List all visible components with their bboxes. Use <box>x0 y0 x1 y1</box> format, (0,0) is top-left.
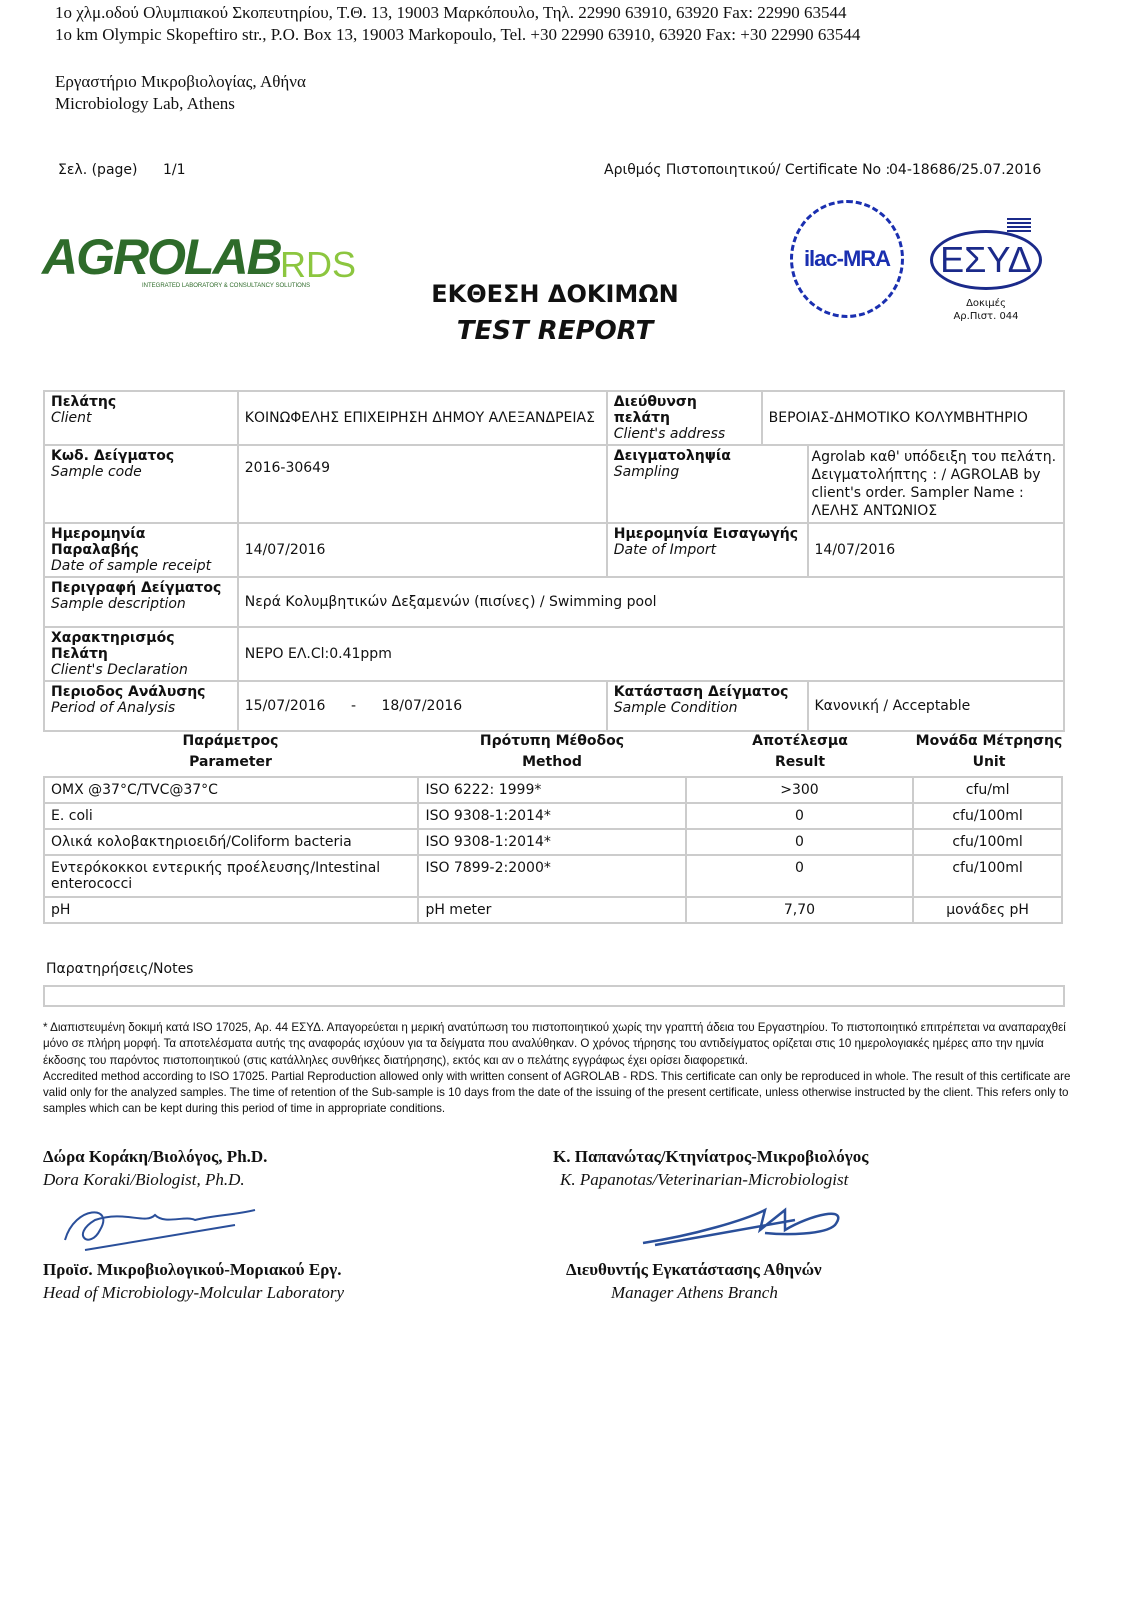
certificate-number: 04-18686/25.07.2016 <box>889 162 1042 178</box>
esyd-caption: Δοκιμές Αρ.Πιστ. 044 <box>953 298 1019 322</box>
parameter-cell: E. coli <box>44 803 418 829</box>
page-number: 1/1 <box>163 162 186 178</box>
info-row-sample-code: Κωδ. Δείγματος Sample code 2016-30649 Δειγματοληψία Sampling Agrolab καθ' υπόδειξη του πελάτη. Δειγματολήπτης : / AGROLAB by client's order. Sampler Name : ΛΕΛΗΣ ΑΝΤΩΝΙΟΣ <box>44 445 1064 523</box>
info-row-period: Περιοδος Ανάλυσης Period of Analysis 15/07/2016 - 18/07/2016 Κατάσταση Δείγματος Sample Condition Κανονική / Acceptable <box>44 681 1064 731</box>
unit-cell: cfu/100ml <box>913 829 1062 855</box>
result-cell: 0 <box>686 855 913 897</box>
ilac-mra-logo: ilac-MRA <box>790 200 904 318</box>
method-cell: pH meter <box>418 897 685 923</box>
method-cell: ISO 9308-1:2014* <box>418 829 685 855</box>
result-cell: >300 <box>686 777 913 803</box>
info-row-client: Πελάτης Client ΚΟΙΝΩΦΕΛΗΣ ΕΠΙΧΕΙΡΗΣΗ ΔΗΜΟΥ ΑΛΕΞΑΝΔΡΕΙΑΣ Διεύθυνση πελάτη Client's address ΒΕΡΟΙΑΣ-ΔΗΜΟΤΙΚΟ ΚΟΛΥΜΒΗΤΗΡΙΟ <box>44 391 1064 445</box>
signatory-right: Κ. Παπανώτας/Κτηνίατρος-Μικροβιολόγος K. Papanotas/Veterinarian-Microbiologist <box>553 1147 869 1189</box>
import-date-value: 14/07/2016 <box>808 523 1065 577</box>
page-label: Σελ. (page) <box>58 162 138 178</box>
unit-cell: μονάδες pH <box>913 897 1062 923</box>
signature-left <box>55 1195 265 1255</box>
footnote-greek: * Διαπιστευμένη δοκιμή κατά ISO 17025, Αρ. 44 ΕΣΥΔ. Απαγορεύεται η μερική ανατύπωση του πιστοποιητικού χωρίς την γραπτή άδεια του Εργαστηρίου. Το πιστοποιητικό επιτρέπεται να αναπαραχθεί μόνο σε πλήρη μορφή. Τα αποτελέσματα αυτής της αναφοράς ισχύουν για τα δείγματα που αναλύθηκαν. Ο χρόνος τήρησης του αντιδείγματος ορίζεται στις 10 ημερολογιακές ημέρες απο την ημνία έκδοσης του παρόντος πιστοποιητικού (στις κατάλληλες συνθήκες διατήρησης), εκτός και αν ο πελάτης εγγράφως έχει ορίσει διαφορετικά. <box>43 1021 1066 1067</box>
parameter-cell: Εντερόκοκκοι εντερικής προέλευσης/Intestinal enterococci <box>44 855 418 897</box>
method-cell: ISO 6222: 1999* <box>418 777 685 803</box>
results-table <box>43 776 1063 924</box>
method-cell: ISO 7899-2:2000* <box>418 855 685 897</box>
unit-cell: cfu/100ml <box>913 803 1062 829</box>
header-result: Αποτέλεσμα Result <box>752 733 848 770</box>
method-cell: ISO 9308-1:2014* <box>418 803 685 829</box>
title-greek: ΕΚΘΕΣΗ ΔΟΚΙΜΩΝ <box>431 280 679 308</box>
sampling-value: Agrolab καθ' υπόδειξη του πελάτη. Δειγματολήπτης : / AGROLAB by client's order. Sampler Name : ΛΕΛΗΣ ΑΝΤΩΝΙΟΣ <box>808 445 1065 523</box>
agrolab-logo: AGROLAB RDS INTEGRATED LABORATORY & CONSULTANCY SOLUTIONS <box>42 229 357 289</box>
result-row <box>44 897 1062 923</box>
header-parameter: Παράμετρος Parameter <box>182 733 279 770</box>
lab-name-greek: Εργαστήριο Μικροβιολογίας, Αθήνα <box>55 72 306 91</box>
unit-cell: cfu/ml <box>913 777 1062 803</box>
footnotes <box>43 1020 1073 1118</box>
result-cell: 0 <box>686 803 913 829</box>
title-english: TEST REPORT <box>456 316 654 346</box>
signatory-right-role: Διευθυντής Εγκατάστασης Αθηνών Manager Athens Branch <box>566 1260 822 1302</box>
parameter-cell: Ολικά κολοβακτηριοειδή/Coliform bacteria <box>44 829 418 855</box>
description-value: Νερά Κολυμβητικών Δεξαμενών (πισίνες) / Swimming pool <box>238 577 1064 627</box>
esyd-logo: ΕΣΥΔ <box>930 218 1042 290</box>
sample-info-table <box>43 390 1065 732</box>
address-english: 1o km Olympic Skopeftiro str., P.O. Box 13, 19003 Markopoulo, Tel. +30 22990 63910, 63920 Fax: +30 22990 63544 <box>55 25 861 44</box>
signatory-left: Δώρα Κοράκη/Βιολόγος, Ph.D. Dora Koraki/Biologist, Ph.D. <box>43 1147 268 1189</box>
signatory-left-role: Προϊσ. Μικροβιολογικού-Μοριακού Εργ. Head of Microbiology-Molcular Laboratory <box>43 1260 345 1302</box>
address-value: ΒΕΡΟΙΑΣ-ΔΗΜΟΤΙΚΟ ΚΟΛΥΜΒΗΤΗΡΙΟ <box>762 391 1064 445</box>
footnote-english: Accredited method according to ISO 17025. Partial Reproduction allowed only with written consent of AGROLAB - RDS. This certificate can only be reproduced in whole. The result of this certificate are valid only for the analyzed samples. The time of retention of the Sub-sample is 10 days from the date of the issuing of the present certificate, unless otherwise instructed by the client. This refers only to samples which can be kept during this period of time in appropriate conditions. <box>43 1069 1071 1116</box>
header-unit: Μονάδα Μέτρησης Unit <box>915 733 1063 770</box>
result-row <box>44 829 1062 855</box>
period-value: 15/07/2016 - 18/07/2016 <box>238 681 607 731</box>
info-row-declaration: Χαρακτηρισμός Πελάτη Client's Declaration ΝΕΡΟ ΕΛ.Cl:0.41ppm <box>44 627 1064 681</box>
address-greek: 1ο χλμ.οδού Ολυμπιακού Σκοπευτηρίου, Τ.Θ. 13, 19003 Μαρκόπουλο, Τηλ. 22990 63910, 63920 Fax: 22990 63544 <box>55 3 847 22</box>
notes-label: Παρατηρήσεις/Notes <box>46 961 194 977</box>
certificate-label: Αριθμός Πιστοποιητικού/ Certificate No : <box>604 162 891 178</box>
result-cell: 7,70 <box>686 897 913 923</box>
unit-cell: cfu/100ml <box>913 855 1062 897</box>
parameter-cell: ΟΜΧ @37°C/TVC@37°C <box>44 777 418 803</box>
condition-value: Κανονική / Acceptable <box>808 681 1065 731</box>
header-method: Πρότυπη Μέθοδος Method <box>479 733 625 770</box>
sample-code-value: 2016-30649 <box>238 445 607 523</box>
signature-right <box>635 1195 850 1250</box>
declaration-value: ΝΕΡΟ ΕΛ.Cl:0.41ppm <box>238 627 1064 681</box>
greek-flag-icon <box>1007 218 1031 234</box>
receipt-date-value: 14/07/2016 <box>238 523 607 577</box>
result-row <box>44 803 1062 829</box>
info-row-description: Περιγραφή Δείγματος Sample description Νερά Κολυμβητικών Δεξαμενών (πισίνες) / Swimming pool <box>44 577 1064 627</box>
result-row <box>44 777 1062 803</box>
info-row-dates: Ημερομηνία Παραλαβής Date of sample receipt 14/07/2016 Ημερομηνία Εισαγωγής Date of Import 14/07/2016 <box>44 523 1064 577</box>
result-row <box>44 855 1062 897</box>
result-cell: 0 <box>686 829 913 855</box>
client-value: ΚΟΙΝΩΦΕΛΗΣ ΕΠΙΧΕΙΡΗΣΗ ΔΗΜΟΥ ΑΛΕΞΑΝΔΡΕΙΑΣ <box>238 391 607 445</box>
notes-box <box>43 985 1065 1007</box>
lab-name-english: Microbiology Lab, Athens <box>55 94 235 113</box>
parameter-cell: pH <box>44 897 418 923</box>
